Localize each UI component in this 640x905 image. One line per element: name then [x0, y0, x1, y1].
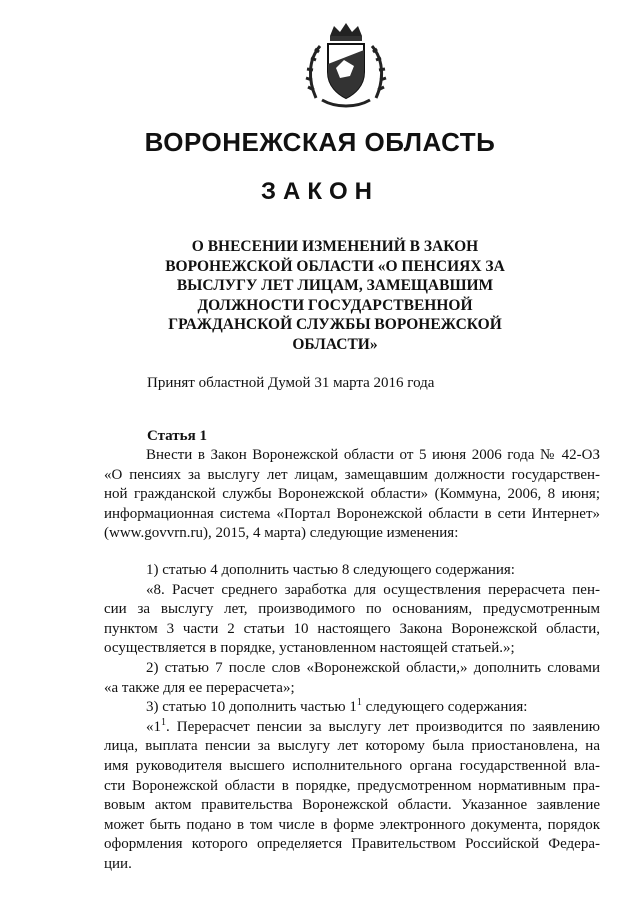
body-line: (www.govvrn.ru), 2015, 4 марта) следующие изменения: — [104, 525, 459, 542]
item-3-line: может быть подано в том числе в форме электронного документа, порядок — [104, 816, 600, 833]
item-3-line: лица, выплата пенсии за выслугу лет которому была приостановлена, на — [104, 738, 600, 755]
document-type: ЗАКОН — [260, 178, 379, 205]
item-1-line: осуществляется в порядке, установленном настоящей статьей.»; — [104, 640, 515, 657]
item-3-line: оформления которого определяется Правительством Российской Федера- — [104, 836, 600, 853]
item-3-intro: 3) статью 10 дополнить частью $1^1$ следующего содержания: — [146, 697, 528, 716]
article-body — [104, 446, 600, 874]
item-2-line: 2) статью 7 после слов «Воронежской области,» дополнить словами — [146, 659, 600, 676]
item-3-line: сти Воронежской области в порядке, предусмотренном нормативным пра- — [104, 777, 600, 794]
law-title-line: ОБЛАСТИ» — [292, 335, 378, 353]
item-1-line: 1) статью 4 дополнить частью 8 следующего содержания: — [146, 561, 515, 578]
item-1-line: сии за выслугу лет, производимого по основаниям, предусмотренным — [104, 601, 600, 618]
item-3-line: вовым актом правительства Воронежской области. Указанное заявление — [104, 797, 600, 814]
item-2-line: «а также для ее перерасчета»; — [104, 679, 295, 696]
article-heading: Статья 1 — [147, 428, 207, 444]
body-line: ной гражданской службы Воронежской области» (Коммуна, 2006, 8 июня; — [104, 486, 600, 503]
law-title-line: ВОРОНЕЖСКОЙ ОБЛАСТИ «О ПЕНСИЯХ ЗА — [165, 257, 505, 275]
item-3-line: ции. — [104, 855, 132, 872]
body-line: информационная система «Портал Воронежской области в сети Интернет» — [104, 505, 600, 522]
body-line: «О пенсиях за выслугу лет лицам, замещавшим должности государствен- — [104, 466, 600, 483]
item-3-line: «$1^1$. Перерасчет пенсии за выслугу лет производится по заявлению — [146, 716, 600, 735]
coat-of-arms-emblem — [300, 20, 392, 112]
law-title-line: ВЫСЛУГУ ЛЕТ ЛИЦАМ, ЗАМЕЩАВШИМ — [176, 277, 494, 294]
item-3-line: имя руководителя высшего исполнительного органа государственной вла- — [104, 757, 600, 774]
item-1-line: пунктом 3 части 2 статьи 10 настоящего Закона Воронежской области, — [104, 620, 600, 637]
law-title — [150, 237, 520, 354]
law-title-line: ГРАЖДАНСКОЙ СЛУЖБЫ ВОРОНЕЖСКОЙ — [168, 316, 502, 333]
region-name: ВОРОНЕЖСКАЯ ОБЛАСТЬ — [144, 127, 496, 157]
item-1-line: «8. Расчет среднего заработка для осуществления перерасчета пен- — [146, 581, 600, 598]
law-title-line: О ВНЕСЕНИИ ИЗМЕНЕНИЙ В ЗАКОН — [191, 238, 479, 255]
adoption-date: Принят областной Думой 31 марта 2016 года — [147, 375, 435, 391]
law-title-line: ДОЛЖНОСТИ ГОСУДАРСТВЕННОЙ — [197, 296, 473, 314]
body-line: Внести в Закон Воронежской области от 5 июня 2006 года № 42-ОЗ — [146, 447, 600, 463]
